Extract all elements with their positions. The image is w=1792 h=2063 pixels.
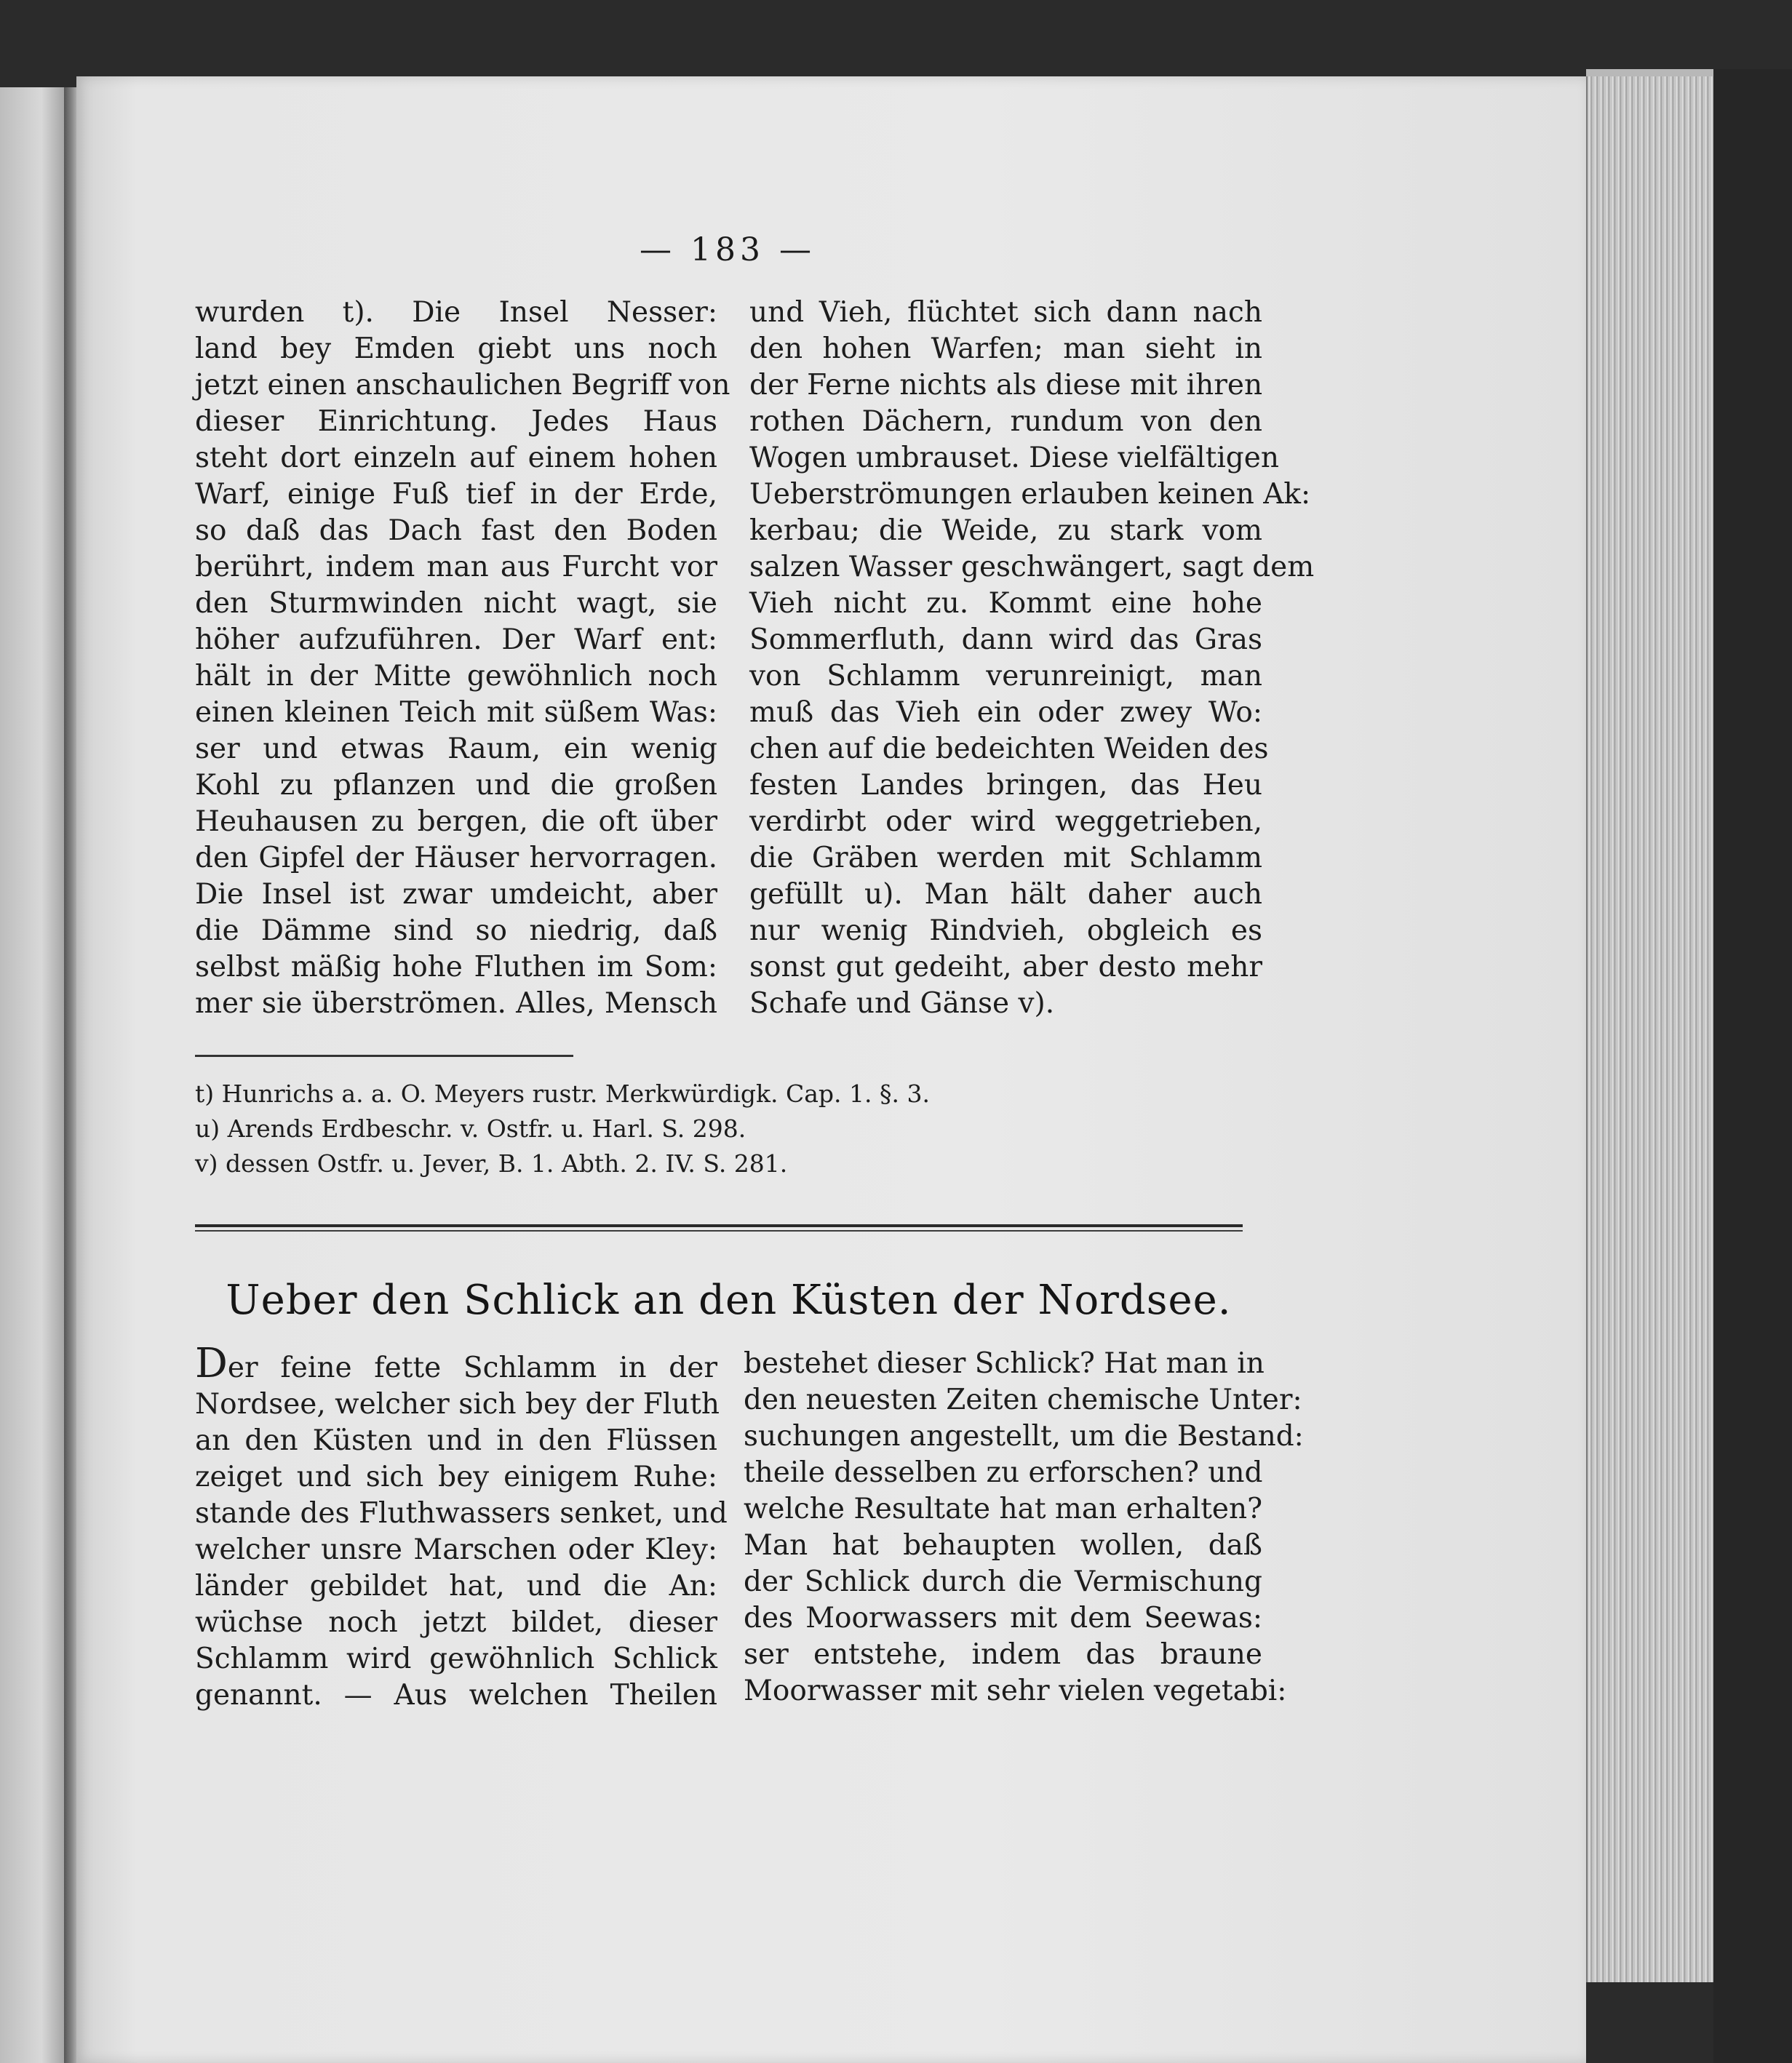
page-number: — 183 — [640, 231, 816, 268]
text-line: hält in der Mitte gewöhnlich noch [195, 660, 717, 693]
text-column-bottom-right [744, 1346, 1304, 1709]
text-line: welche Resultate hat man erhalten? [744, 1493, 1263, 1525]
background-shadow [1713, 69, 1792, 2063]
text-line: Heuhausen zu bergen, die oft über [195, 805, 717, 838]
text-line: jetzt einen anschaulichen Begriff von [195, 369, 730, 402]
text-line: ser entstehe, indem das braune [744, 1638, 1262, 1671]
text-line: Schlamm wird gewöhnlich Schlick [195, 1643, 717, 1675]
text-line-first [195, 1340, 717, 1387]
text-column-top-left [195, 295, 730, 1022]
text-line: Schafe und Gänse v). [749, 987, 1055, 1020]
text-line: verdirbt oder wird weggetrieben, [749, 805, 1262, 838]
section-heading: Ueber den Schlick an den Küsten der Nordsee. [226, 1277, 1232, 1324]
text-line: wurden t). Die Insel Nesser: [195, 296, 717, 329]
text-line: zeiget und sich bey einigem Ruhe: [195, 1461, 717, 1493]
text-line: dieser Einrichtung. Jedes Haus [195, 405, 717, 438]
text-line: welcher unsre Marschen oder Kley: [195, 1533, 717, 1566]
text-line: ser und etwas Raum, ein wenig [195, 733, 717, 765]
text-column-bottom-left [195, 1340, 728, 1714]
text-line: nur wenig Rindvieh, obgleich es [749, 914, 1262, 947]
text-line: bestehet dieser Schlick? Hat man in [744, 1347, 1265, 1380]
text-line: der Ferne nichts als diese mit ihren [749, 369, 1263, 402]
text-line: muß das Vieh ein oder zwey Wo: [749, 696, 1262, 729]
section-rule-thin [195, 1230, 1243, 1232]
text-line: der Schlick durch die Vermischung [744, 1565, 1262, 1598]
first-line-text: er feine fette Schlamm in der [227, 1352, 717, 1384]
text-column-top-right [749, 295, 1315, 1022]
text-line: wüchse noch jetzt bildet, dieser [195, 1606, 717, 1639]
text-line: sonst gut gedeiht, aber desto mehr [749, 951, 1262, 983]
text-line: Vieh nicht zu. Kommt eine hohe [749, 587, 1262, 620]
footnote-u: u) Arends Erdbeschr. v. Ostfr. u. Harl. S. 298. [195, 1114, 746, 1143]
footnotes [195, 1077, 1214, 1181]
text-line: berührt, indem man aus Furcht vor [195, 551, 717, 583]
text-line: Man hat behaupten wollen, daß [744, 1529, 1262, 1562]
text-line: suchungen angestellt, um die Bestand: [744, 1420, 1304, 1453]
text-line: die Dämme sind so niedrig, daß [195, 914, 717, 947]
text-line: stande des Fluthwassers senket, und [195, 1497, 728, 1530]
text-line: und Vieh, flüchtet sich dann nach [749, 296, 1262, 329]
text-line: Ueberströmungen erlauben keinen Ak: [749, 478, 1311, 511]
text-line: des Moorwassers mit dem Seewas: [744, 1602, 1262, 1635]
text-line: den neuesten Zeiten chemische Unter: [744, 1384, 1302, 1416]
section-rule [195, 1224, 1243, 1227]
text-line: von Schlamm verunreinigt, man [749, 660, 1262, 693]
drop-cap: D [195, 1340, 228, 1387]
text-line: selbst mäßig hohe Fluthen im Som: [195, 951, 717, 983]
text-line: an den Küsten und in den Flüssen [195, 1424, 717, 1457]
text-line: Sommerfluth, dann wird das Gras [749, 623, 1262, 656]
text-line: chen auf die bedeichten Weiden des [749, 733, 1269, 765]
text-line: Nordsee, welcher sich bey der Fluth [195, 1388, 720, 1421]
text-line: Die Insel ist zwar umdeicht, aber [195, 878, 717, 911]
footnote-separator [195, 1055, 573, 1057]
text-line: festen Landes bringen, das Heu [749, 769, 1262, 802]
text-line: höher aufzuführen. Der Warf ent: [195, 623, 717, 656]
text-line: einen kleinen Teich mit süßem Was: [195, 696, 717, 729]
text-line: Wogen umbrauset. Diese vielfältigen [749, 442, 1279, 474]
text-line: Warf, einige Fuß tief in der Erde, [195, 478, 717, 511]
footnote-v: v) dessen Ostfr. u. Jever, B. 1. Abth. 2. IV. S. 281. [195, 1149, 788, 1178]
footnote-t: t) Hunrichs a. a. O. Meyers rustr. Merkwürdigk. Cap. 1. §. 3. [195, 1080, 930, 1108]
text-line: steht dort einzeln auf einem hohen [195, 442, 717, 474]
text-line: salzen Wasser geschwängert, sagt dem [749, 551, 1315, 583]
text-line: länder gebildet hat, und die An: [195, 1570, 717, 1603]
text-line: theile desselben zu erforschen? und [744, 1456, 1263, 1489]
text-line: rothen Dächern, rundum von den [749, 405, 1262, 438]
text-line: Kohl zu pflanzen und die großen [195, 769, 717, 802]
text-line: mer sie überströmen. Alles, Mensch [195, 987, 717, 1020]
text-line: die Gräben werden mit Schlamm [749, 842, 1262, 874]
text-line: kerbau; die Weide, zu stark vom [749, 514, 1262, 547]
text-line: den Gipfel der Häuser hervorragen. [195, 842, 717, 874]
text-line: land bey Emden giebt uns noch [195, 332, 717, 365]
text-line: Moorwasser mit sehr vielen vegetabi: [744, 1675, 1287, 1707]
text-line: gefüllt u). Man hält daher auch [749, 878, 1262, 911]
text-line: den Sturmwinden nicht wagt, sie [195, 587, 717, 620]
text-line: so daß das Dach fast den Boden [195, 514, 717, 547]
text-line: genannt. — Aus welchen Theilen [195, 1679, 717, 1712]
page-edges [1586, 76, 1719, 1982]
text-line: den hohen Warfen; man sieht in [749, 332, 1262, 365]
left-page-edge [0, 87, 69, 2063]
